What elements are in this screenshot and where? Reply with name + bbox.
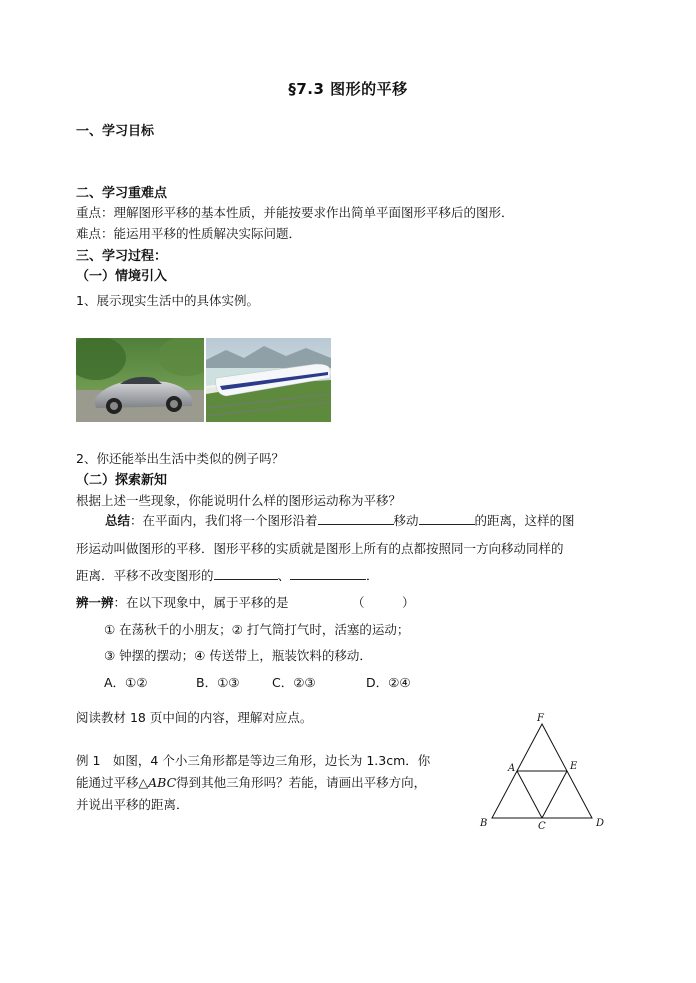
label-c: C xyxy=(538,821,546,832)
train-photo xyxy=(206,338,331,422)
summary-line-2: 形运动叫做图形的平移．图形平移的实质就是图形上所有的点都按照同一方向移动同样的 xyxy=(76,541,564,556)
choice-a: A．①② xyxy=(104,675,148,690)
judge-label: 辨一辨 xyxy=(76,595,114,610)
part-explore-new: （二）探索新知 xyxy=(76,473,168,488)
blank-property-2[interactable] xyxy=(290,566,366,580)
label-f: F xyxy=(537,713,544,724)
section-key-points: 二、学习重难点 xyxy=(76,186,168,201)
choice-b: B．①③ xyxy=(196,675,240,690)
blank-distance[interactable] xyxy=(419,511,475,525)
example-line-1: 例 1 如图，4 个小三角形都是等边三角形，边长为 1.3cm．你 xyxy=(76,753,431,768)
car-photo xyxy=(76,338,204,422)
difficult-point-text: 难点：能运用平移的性质解决实际问题． xyxy=(76,226,302,241)
summary-line-1: 总结：在平面内，我们将一个图形沿着 移动 的距离，这样的图 xyxy=(105,513,575,528)
line-ac xyxy=(517,771,542,818)
reading-instruction: 阅读教材 18 页中间的内容，理解对应点。 xyxy=(76,710,313,725)
label-e: E xyxy=(570,761,578,772)
choice-c: C．②③ xyxy=(272,675,316,690)
label-a: A xyxy=(508,763,516,774)
example-line-2: 能通过平移△ABC得到其他三角形吗？若能，请画出平移方向， xyxy=(76,775,427,790)
judge-options-2: ③ 钟摆的摆动；④ 传送带上，瓶装饮料的移动． xyxy=(104,648,372,663)
triangle-figure xyxy=(476,710,616,832)
blank-direction[interactable] xyxy=(318,511,394,525)
label-b: B xyxy=(480,818,488,829)
section-learning-goals: 一、学习目标 xyxy=(76,124,155,139)
section-learning-process: 三、学习过程： xyxy=(76,249,168,264)
key-point-text: 重点：理解图形平移的基本性质，并能按要求作出简单平面图形平移后的图形． xyxy=(76,205,514,220)
part-scenario-intro: （一）情境引入 xyxy=(76,269,168,284)
choice-d: D．②④ xyxy=(366,675,411,690)
example-line-3: 并说出平移的距离． xyxy=(76,797,189,812)
question-1: 1、展示现实生活中的具体实例。 xyxy=(76,293,259,308)
label-d: D xyxy=(596,818,605,829)
judge-question: 辨一辨：在以下现象中，属于平移的是 xyxy=(76,595,289,610)
summary-label: 总结 xyxy=(105,513,131,528)
line-ec xyxy=(542,771,567,818)
question-3: 根据上述一些现象，你能说明什么样的图形运动称为平移？ xyxy=(76,493,402,508)
page-title: §7.3 图形的平移 xyxy=(288,80,408,98)
judge-options-1: ① 在荡秋千的小朋友；② 打气筒打气时，活塞的运动； xyxy=(104,622,410,637)
summary-line-3: 距离．平移不改变图形的 、 ． xyxy=(76,568,379,583)
answer-parenthesis[interactable]: （ ） xyxy=(352,595,415,610)
blank-property-1[interactable] xyxy=(214,566,278,580)
question-2: 2、你还能举出生活中类似的例子吗？ xyxy=(76,451,284,466)
